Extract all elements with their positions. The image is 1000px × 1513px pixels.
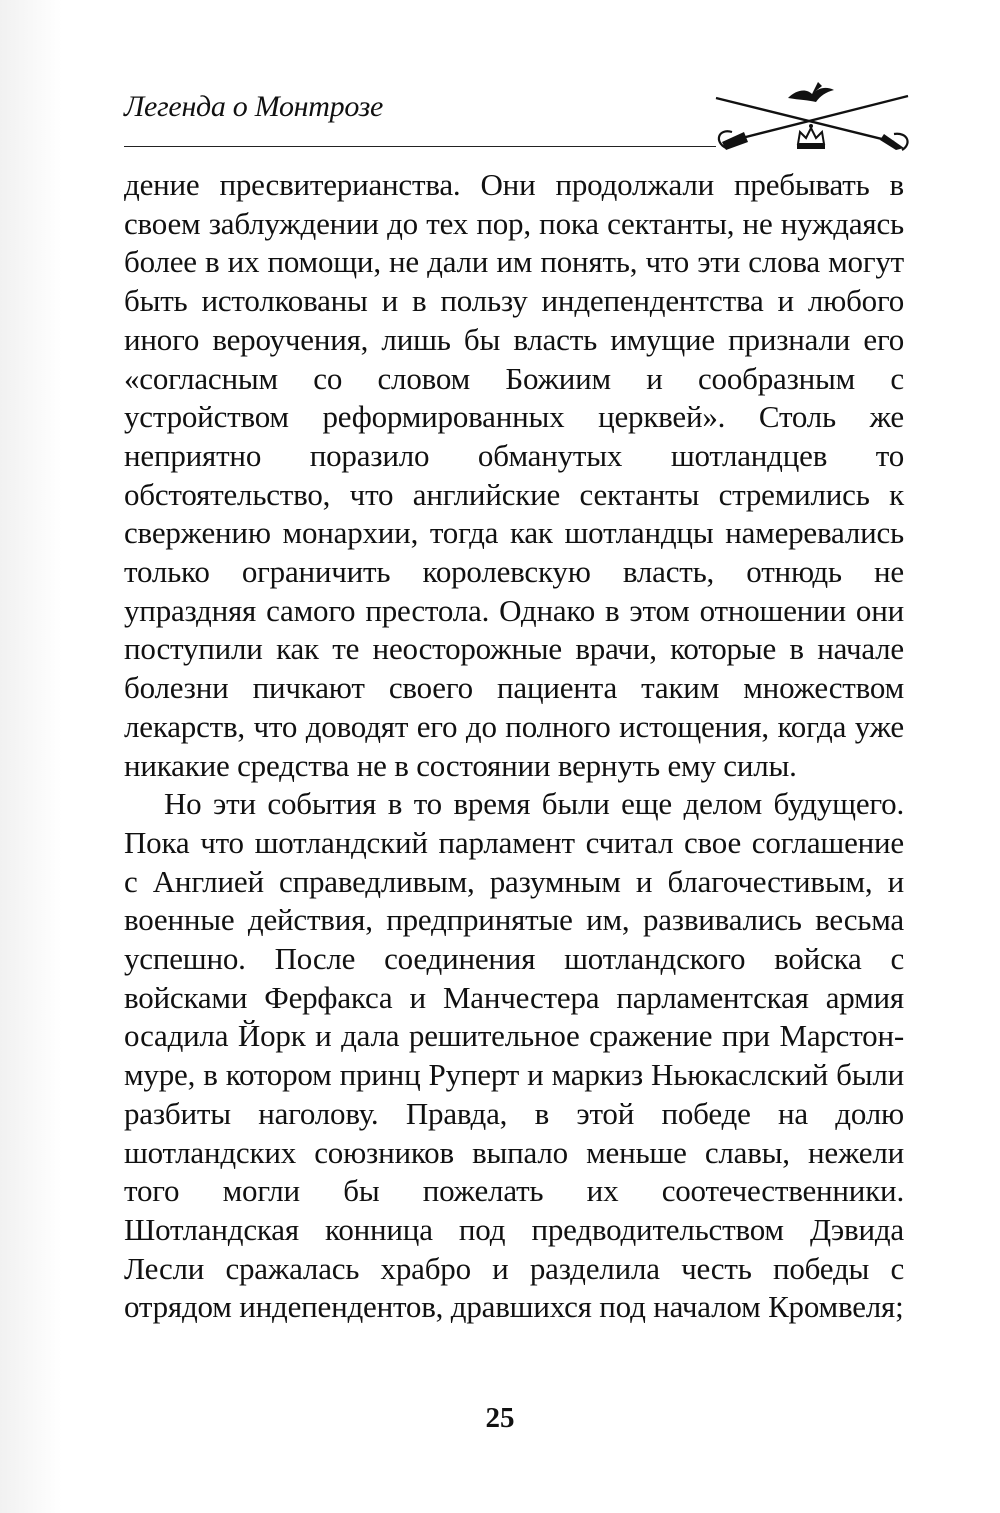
running-title: Легенда о Монтрозе: [124, 90, 384, 123]
crossed-swords-crown-bird-icon: [708, 76, 914, 166]
page-gutter-shadow: [0, 0, 62, 1513]
header-rule: [124, 146, 716, 147]
body-text: [124, 166, 904, 1327]
page-number: 25: [485, 1402, 515, 1434]
paragraph-2: Но эти события в то время были еще делом будущего. Пока что шотландский парламент считал свое соглашение с Англией справедливым, разумным и благочестивым, и военные действия, предпринятые им, развивались весьма успешно. После соединения шотландского войска с войсками Ферфакса и Манчестера парламентская армия осадила Йорк и дала решительное сражение при Марстон-муре, в котором принц Руперт и маркиз Ньюкаслский были разбиты наголову. Правда, в этой победе на долю шотландских союзников выпало меньше славы, нежели того могли бы пожелать их соотечественники. Шотландская конница под предводительством Дэвида Лесли сражалась храбро и разделила честь победы с отрядом индепендентов, дравшихся под началом Кромвеля;: [124, 786, 904, 1325]
paragraph-1: дение пресвитерианства. Они продолжали пребывать в своем заблуждении до тех пор, пока сектанты, не нуждаясь более в их помощи, не дали им понять, что эти слова могут быть истолкованы и в пользу индепендентства и любого иного вероучения, лишь бы власть имущие признали его «согласным со словом Божиим и сообразным с устройством реформированных церквей». Столь же неприятно поразило обманутых шотландцев то обстоятельство, что английские сектанты стремились к свержению монархии, тогда как шотландцы намеревались только ограничить королевскую власть, отнюдь не упраздняя самого престола. Однако в этом отношении они поступили как те неосторожные врачи, которые в начале болезни пичкают своего пациента таким множеством лекарств, что доводят его до полного истощения, когда уже никакие средства не в состоянии вернуть ему силы.: [124, 167, 904, 783]
